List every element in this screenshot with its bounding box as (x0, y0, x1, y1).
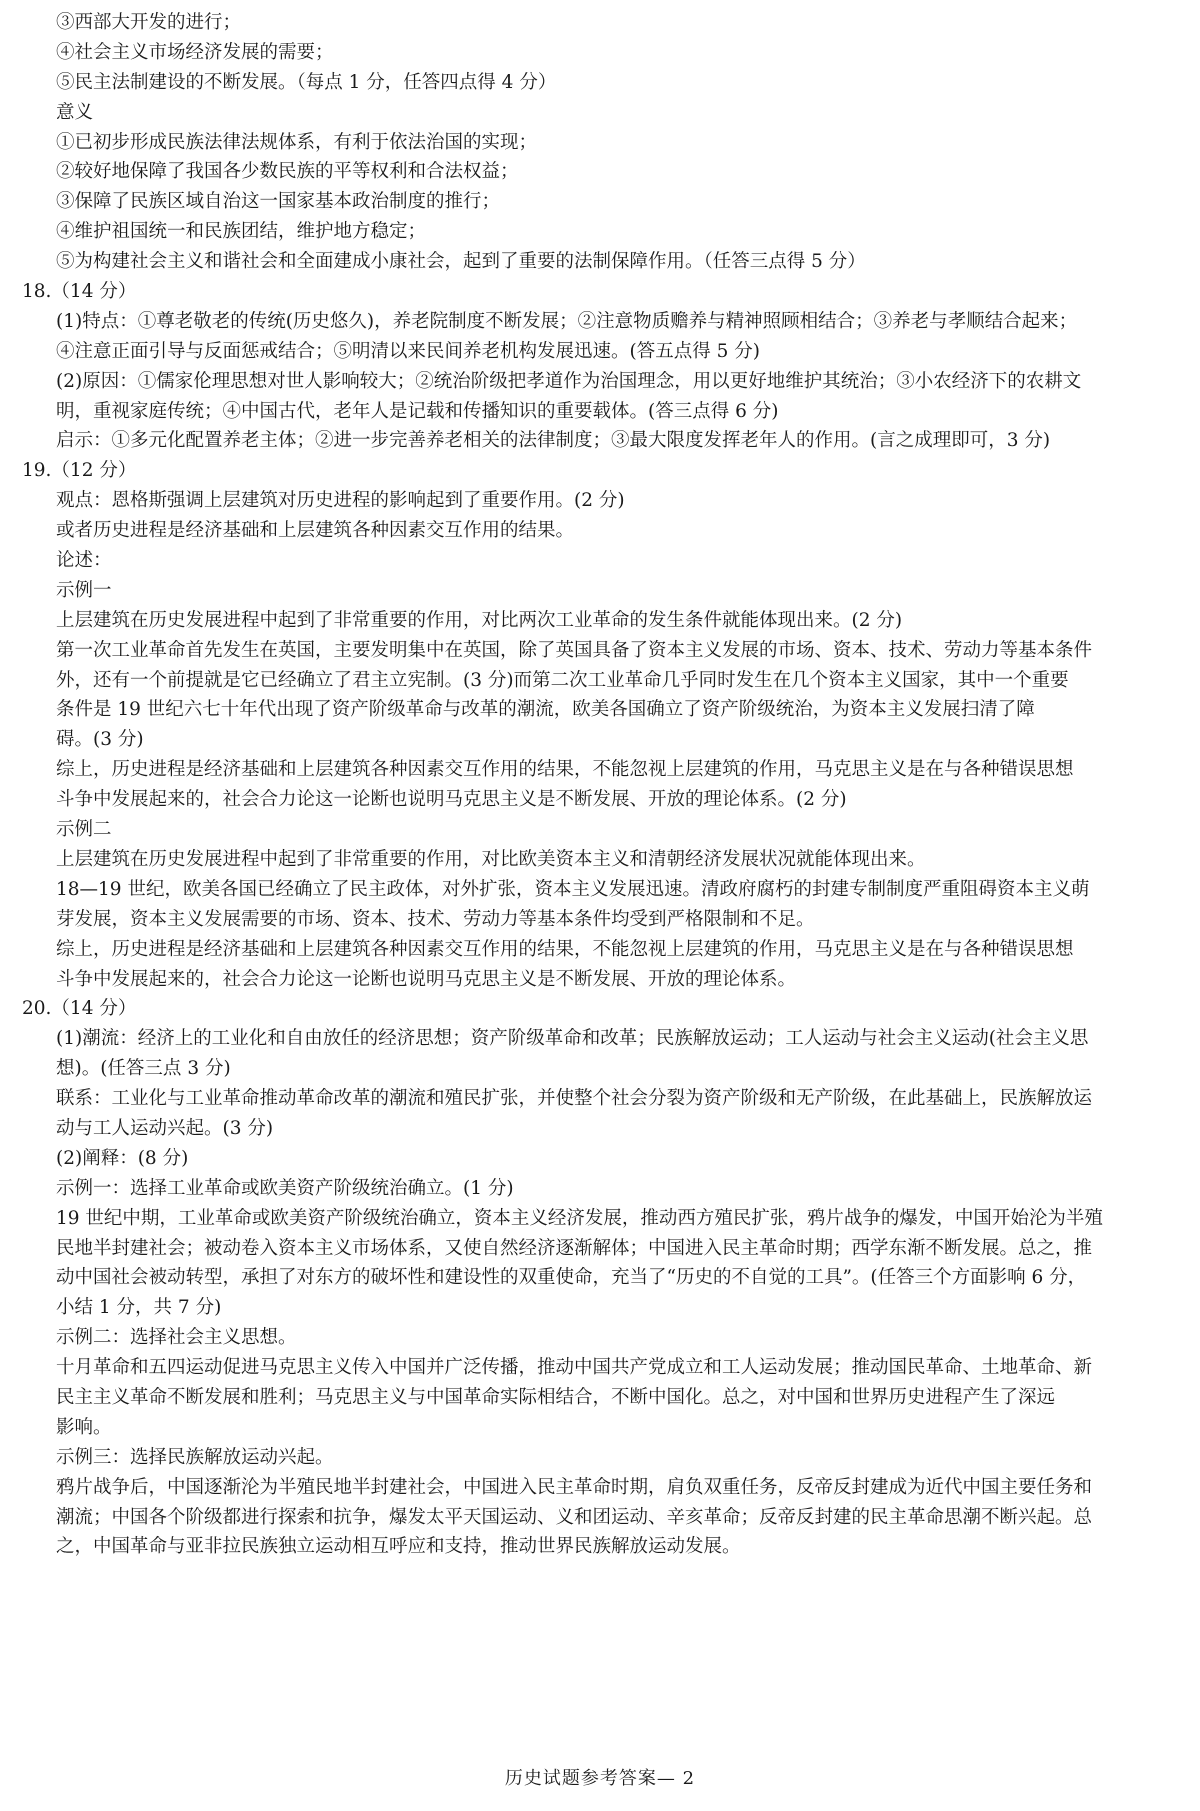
text-line: ④社会主义市场经济发展的需要； (56, 41, 334, 63)
text-line: 潮流；中国各个阶级都进行探索和抗争，爆发太平天国运动、义和团运动、辛亥革命；反帝反封建的民主革命思潮不断兴起。总 (56, 1506, 1093, 1528)
text-line: 芽发展，资本主义发展需要的市场、资本、技术、劳动力等基本条件均受到严格限制和不足。 (56, 908, 815, 930)
text-line: 小结 1 分，共 7 分) (56, 1297, 222, 1319)
text-line: ①已初步形成民族法律法规体系，有利于依法治国的实现； (56, 131, 538, 153)
text-line: 示例三：选择民族解放运动兴起。 (56, 1446, 334, 1468)
text-line: 之，中国革命与亚非拉民族独立运动相互呼应和支持，推动世界民族解放运动发展。 (56, 1536, 741, 1558)
text-line: 综上，历史进程是经济基础和上层建筑各种因素交互作用的结果，不能忽视上层建筑的作用，马克思主义是在与各种错误思想 (56, 759, 1074, 781)
question-number: 20.（14 分） (22, 998, 137, 1020)
text-line: ④注意正面引导与反面惩戒结合；⑤明清以来民间养老机构发展迅速。(答五点得 5 分) (56, 340, 760, 362)
text-line: 启示：①多元化配置养老主体；②进一步完善养老相关的法律制度；③最大限度发挥老年人的作用。(言之成理即可，3 分) (56, 430, 1051, 452)
text-line: 鸦片战争后，中国逐渐沦为半殖民地半封建社会，中国进入民主革命时期，肩负双重任务，反帝反封建成为近代中国主要任务和 (56, 1476, 1093, 1498)
text-line: 外，还有一个前提就是它已经确立了君主立宪制。(3 分)而第二次工业革命几乎同时发生在几个资本主义国家，其中一个重要 (56, 669, 1069, 691)
text-line: 观点：恩格斯强调上层建筑对历史进程的影响起到了重要作用。(2 分) (56, 490, 625, 512)
text-line: 民主主义革命不断发展和胜利；马克思主义与中国革命实际相结合，不断中国化。总之，对中国和世界历史进程产生了深远 (56, 1386, 1056, 1408)
text-line: ⑤民主法制建设的不断发展。（每点 1 分，任答四点得 4 分） (56, 71, 557, 93)
text-line: 想)。(任答三点 3 分) (56, 1058, 231, 1080)
text-line: 上层建筑在历史发展进程中起到了非常重要的作用，对比两次工业革命的发生条件就能体现出来。(2 分) (56, 609, 903, 631)
text-line: 联系：工业化与工业革命推动革命改革的潮流和殖民扩张，并使整个社会分裂为资产阶级和无产阶级，在此基础上，民族解放运 (56, 1088, 1093, 1110)
text-line: ⑤为构建社会主义和谐社会和全面建成小康社会，起到了重要的法制保障作用。（任答三点得 5 分） (56, 251, 866, 273)
text-line: 示例二 (56, 819, 112, 841)
text-line: 上层建筑在历史发展进程中起到了非常重要的作用，对比欧美资本主义和清朝经济发展状况就能体现出来。 (56, 848, 926, 870)
text-line: ③西部大开发的进行； (56, 12, 242, 33)
text-line: ④维护祖国统一和民族团结，维护地方稳定； (56, 221, 427, 243)
text-line: (2)阐释：(8 分) (56, 1147, 189, 1169)
text-line: 意义 (56, 101, 94, 123)
text-line: 论述： (56, 550, 112, 572)
text-line: 示例一 (56, 579, 112, 601)
question-number: 18.（14 分） (22, 281, 137, 303)
question-number: 19.（12 分） (22, 460, 137, 482)
text-line: 十月革命和五四运动促进马克思主义传入中国并广泛传播，推动中国共产党成立和工人运动发展；推动国民革命、土地革命、新 (56, 1357, 1093, 1379)
text-line: 示例一：选择工业革命或欧美资产阶级统治确立。(1 分) (56, 1177, 514, 1199)
text-line: (1)潮流：经济上的工业化和自由放任的经济思想；资产阶级革命和改革；民族解放运动；工人运动与社会主义运动(社会主义思 (56, 1028, 1089, 1050)
text-line: 综上，历史进程是经济基础和上层建筑各种因素交互作用的结果，不能忽视上层建筑的作用，马克思主义是在与各种错误思想 (56, 938, 1074, 960)
text-line: (1)特点：①尊老敬老的传统(历史悠久)，养老院制度不断发展；②注意物质赡养与精神照顾相结合；③养老与孝顺结合起来； (56, 310, 1078, 332)
text-line: 斗争中发展起来的，社会合力论这一论断也说明马克思主义是不断发展、开放的理论体系。(2 分) (56, 789, 847, 811)
text-line: 或者历史进程是经济基础和上层建筑各种因素交互作用的结果。 (56, 520, 575, 542)
text-line: 动中国社会被动转型，承担了对东方的破坏性和建设性的双重使命，充当了“历史的不自觉的工具”。(任答三个方面影响 6 分， (56, 1267, 1087, 1289)
answer-text (22, 8, 1182, 1562)
text-line: 动与工人运动兴起。(3 分) (56, 1117, 274, 1139)
text-line: ②较好地保障了我国各少数民族的平等权利和合法权益； (56, 161, 519, 183)
text-line: 民地半封建社会；被动卷入资本主义市场体系，又使自然经济逐渐解体；中国进入民主革命时期；西学东渐不断发展。总之，推 (56, 1237, 1093, 1259)
text-line: 18—19 世纪，欧美各国已经确立了民主政体，对外扩张，资本主义发展迅速。清政府腐朽的封建专制制度严重阻碍资本主义萌 (56, 878, 1090, 900)
page-footer: 历史试题参考答案— 2 (504, 1768, 696, 1789)
text-line: 影响。 (56, 1416, 112, 1438)
text-line: ③保障了民族区域自治这一国家基本政治制度的推行； (56, 191, 501, 213)
text-line: 第一次工业革命首先发生在英国，主要发明集中在英国，除了英国具备了资本主义发展的市场、资本、技术、劳动力等基本条件 (56, 639, 1093, 661)
text-line: 条件是 19 世纪六七十年代出现了资产阶级革命与改革的潮流，欧美各国确立了资产阶级统治，为资本主义发展扫清了障 (56, 699, 1035, 721)
text-line: 斗争中发展起来的，社会合力论这一论断也说明马克思主义是不断发展、开放的理论体系。 (56, 968, 797, 990)
text-line: 示例二：选择社会主义思想。 (56, 1327, 297, 1349)
text-line: 明，重视家庭传统；④中国古代，老年人是记载和传播知识的重要载体。(答三点得 6 分) (56, 400, 779, 422)
text-line: (2)原因：①儒家伦理思想对世人影响较大；②统治阶级把孝道作为治国理念，用以更好地维护其统治；③小农经济下的农耕文 (56, 370, 1082, 392)
text-line: 碍。(3 分) (56, 729, 144, 751)
text-line: 19 世纪中期，工业革命或欧美资产阶级统治确立，资本主义经济发展，推动西方殖民扩张，鸦片战争的爆发，中国开始沦为半殖 (56, 1207, 1103, 1229)
